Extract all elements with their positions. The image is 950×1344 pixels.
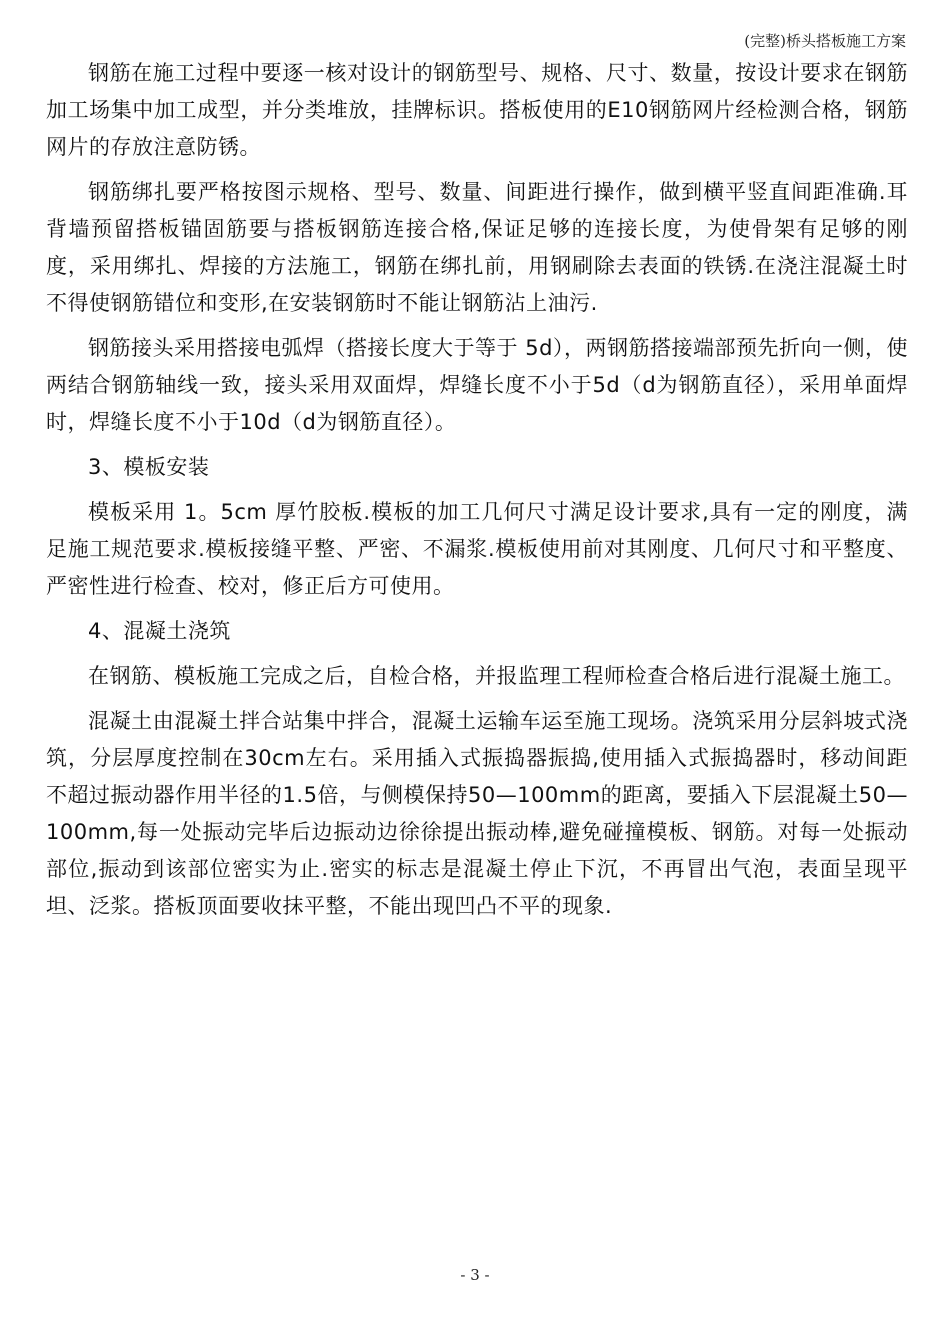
paragraph-formwork: 模板采用 1。5cm 厚竹胶板.模板的加工几何尺寸满足设计要求,具有一定的刚度，满足施工规范要求.模板接缝平整、严密、不漏浆.模板使用前对其刚度、几何尺寸和平整度、严密性进行检查、校对，修正后方可使用。 (46, 500, 908, 598)
paragraph-concrete-inspection: 在钢筋、模板施工完成之后，自检合格，并报监理工程师检查合格后进行混凝土施工。 (88, 664, 905, 688)
document-body (46, 55, 908, 933)
section-heading-concrete-pouring: 4、混凝土浇筑 (88, 619, 231, 643)
page-number: - 3 - (460, 1266, 490, 1284)
paragraph-rebar-processing: 钢筋在施工过程中要逐一核对设计的钢筋型号、规格、尺寸、数量，按设计要求在钢筋加工场集中加工成型，并分类堆放，挂牌标识。搭板使用的E10钢筋网片经检测合格，钢筋网片的存放注意防锈。 (46, 61, 908, 159)
paragraph-rebar-welding: 钢筋接头采用搭接电弧焊（搭接长度大于等于 5d），两钢筋搭接端部预先折向一侧，使两结合钢筋轴线一致，接头采用双面焊，焊缝长度不小于5d（d为钢筋直径），采用单面焊时，焊缝长度不小于10d（d为钢筋直径）。 (46, 336, 908, 434)
section-heading-formwork: 3、模板安装 (88, 455, 210, 479)
paragraph-concrete-vibration: 混凝土由混凝土拌合站集中拌合，混凝土运输车运至施工现场。浇筑采用分层斜坡式浇筑，分层厚度控制在30cm左右。采用插入式振捣器振捣,使用插入式振捣器时，移动间距不超过振动器作用半径的1.5倍，与侧模保持50—100mm的距离，要插入下层混凝土50—100mm,每一处振动完毕后边振动边徐徐提出振动棒,避免碰撞模板、钢筋。对每一处振动部位,振动到该部位密实为止.密实的标志是混凝土停止下沉，不再冒出气泡，表面呈现平坦、泛浆。搭板顶面要收抹平整，不能出现凹凸不平的现象. (46, 709, 908, 918)
paragraph-rebar-binding: 钢筋绑扎要严格按图示规格、型号、数量、间距进行操作，做到横平竖直间距准确.耳背墙预留搭板锚固筋要与搭板钢筋连接合格,保证足够的连接长度，为使骨架有足够的刚度，采用绑扎、焊接的方法施工，钢筋在绑扎前，用钢刷除去表面的铁锈.在浇注混凝土时不得使钢筋错位和变形,在安装钢筋时不能让钢筋沾上油污. (46, 180, 908, 315)
running-header: (完整)桥头搭板施工方案 (744, 32, 906, 50)
